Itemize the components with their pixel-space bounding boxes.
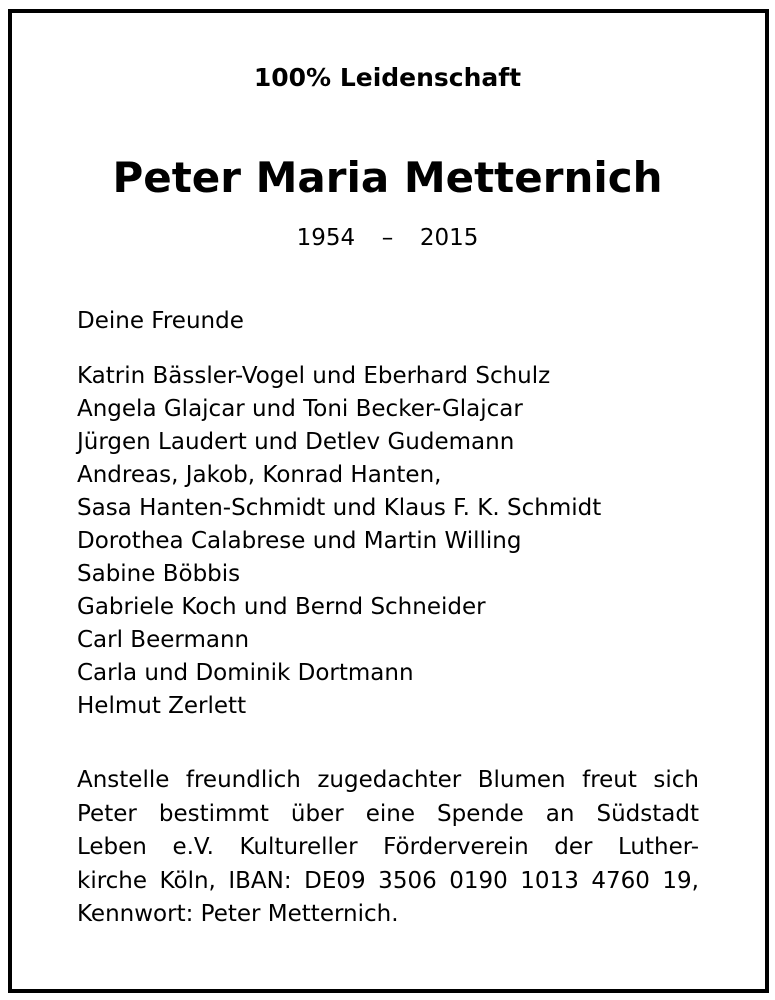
friend-entry: Andreas, Jakob, Konrad Hanten, — [77, 462, 442, 488]
friend-entry: Katrin Bässler-Vogel und Eberhard Schulz — [77, 363, 551, 389]
friends-intro: Deine Freunde — [77, 308, 244, 334]
donation-note — [77, 764, 699, 932]
life-years — [0, 220, 775, 256]
friend-entry: Carl Beermann — [77, 627, 250, 653]
friend-entry: Dorothea Calabrese und Martin Willing — [77, 528, 522, 554]
donation-note-line: Kennwort: Peter Metternich. — [77, 901, 399, 927]
friend-entry: Sabine Böbbis — [77, 561, 241, 587]
friend-entry: Helmut Zerlett — [77, 693, 247, 719]
friend-entry: Jürgen Laudert und Detlev Gudemann — [77, 429, 515, 455]
deceased-name: Peter Maria Metternich — [112, 153, 663, 202]
friends-list — [77, 360, 601, 723]
donation-note-line: Anstelle freundlich zugedachter Blumen freut sich — [77, 767, 699, 793]
friend-entry: Gabriele Koch und Bernd Schneider — [77, 594, 486, 620]
motto-heading: 100% Leidenschaft — [253, 63, 522, 92]
donation-note-line: Peter bestimmt über eine Spende an Südstadt — [77, 800, 699, 827]
life-years-text: 1954 – 2015 — [296, 225, 479, 251]
donation-note-line: Leben e.V. Kultureller Förderverein der Luther- — [77, 834, 699, 860]
friend-entry: Angela Glajcar und Toni Becker-Glajcar — [77, 396, 523, 422]
friend-entry: Sasa Hanten-Schmidt und Klaus F. K. Schmidt — [77, 495, 602, 521]
friend-entry: Carla und Dominik Dortmann — [77, 660, 414, 686]
donation-note-line: kirche Köln, IBAN: DE09 3506 0190 1013 4760 19, — [77, 867, 699, 894]
